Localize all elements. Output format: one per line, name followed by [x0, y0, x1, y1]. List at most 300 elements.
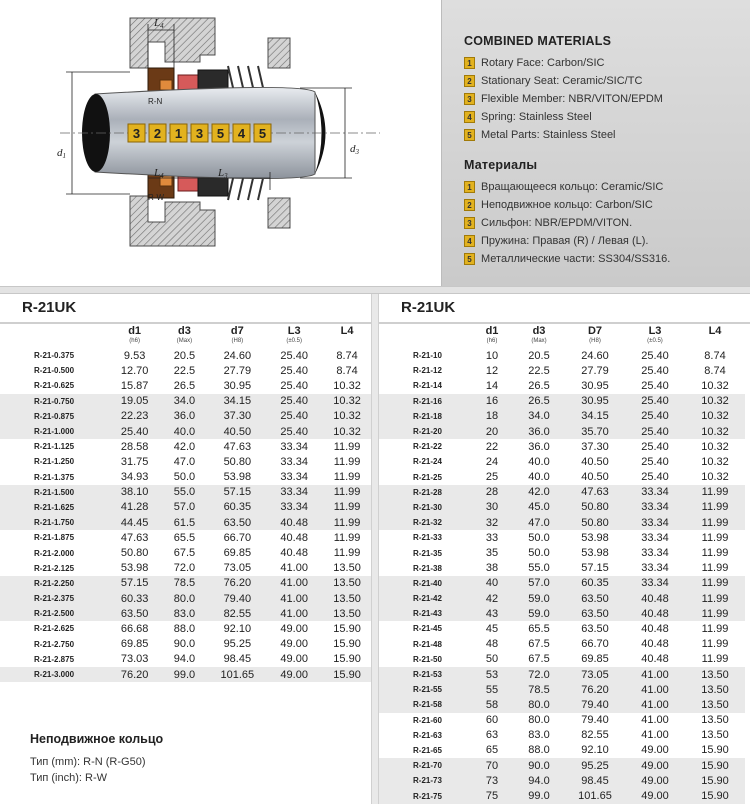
- value-cell: 22.23: [110, 409, 160, 424]
- value-cell: 53.98: [581, 531, 609, 544]
- value-cell: 95.25: [565, 758, 625, 773]
- value-cell: 53.98: [223, 471, 252, 484]
- value-cell: 25.40: [110, 424, 160, 439]
- value-cell: 40.48: [625, 606, 685, 621]
- dim-l3: L3: [218, 167, 228, 180]
- housing-right-top: [268, 38, 290, 68]
- materials-panel: [441, 0, 750, 286]
- value-cell: 58: [471, 697, 513, 712]
- table-row: [0, 409, 371, 424]
- value-cell: 49.00: [280, 653, 308, 666]
- table-row: [0, 439, 371, 454]
- value-cell: 73: [471, 773, 513, 788]
- value-cell: 73.05: [565, 667, 625, 682]
- table-row: [379, 409, 745, 424]
- model-cell: R-21-28: [379, 485, 471, 500]
- value-cell: 33.34: [625, 515, 685, 530]
- column-header-tolerance: (h6): [129, 338, 140, 344]
- value-cell: 14: [485, 379, 499, 392]
- materials-en: [464, 34, 663, 144]
- dim-l4-top: L4: [154, 17, 164, 30]
- value-cell: 67.5: [528, 653, 550, 666]
- value-cell: 83.0: [160, 606, 210, 621]
- model-cell: R-21-0.875: [0, 409, 110, 424]
- value-cell: 11.99: [685, 500, 745, 515]
- number-badge: 4: [464, 235, 475, 247]
- model-cell: R-21-14: [413, 381, 442, 391]
- rw-label: R-W: [148, 193, 164, 202]
- value-cell: 36.0: [513, 424, 565, 439]
- value-cell: 98.45: [565, 773, 625, 788]
- value-cell: 41.00: [265, 591, 323, 606]
- value-cell: 94.0: [173, 653, 196, 666]
- value-cell: 40.48: [280, 531, 308, 544]
- value-cell: 11.99: [701, 622, 729, 635]
- model-cell: R-21-32: [379, 515, 471, 530]
- table-row: [379, 621, 745, 636]
- model-cell: R-21-2.875: [34, 654, 75, 664]
- value-cell: 8.74: [704, 349, 726, 362]
- column-header-tolerance: (Max): [531, 338, 547, 344]
- value-cell: 48: [485, 638, 499, 651]
- value-cell: 25.40: [280, 364, 308, 377]
- table-row: [379, 454, 745, 469]
- column-header: [110, 326, 160, 348]
- part-badge-number: 5: [258, 126, 267, 141]
- value-cell: 53: [471, 667, 513, 682]
- table-row: [379, 439, 745, 454]
- value-cell: 41.00: [265, 576, 323, 591]
- value-cell: 33.34: [280, 455, 308, 468]
- value-cell: 49.00: [625, 758, 685, 773]
- value-cell: 34.0: [160, 394, 210, 409]
- model-cell: R-21-2.500: [0, 606, 110, 621]
- table-row: [379, 667, 745, 682]
- model-cell: R-21-1.750: [0, 515, 110, 530]
- value-cell: 32: [471, 515, 513, 530]
- value-cell: 12: [485, 364, 499, 377]
- value-cell: 31.75: [120, 455, 149, 468]
- value-cell: 40.50: [581, 455, 609, 468]
- value-cell: 13.50: [323, 576, 371, 591]
- number-badge: 2: [464, 75, 475, 87]
- value-cell: 47.0: [173, 455, 196, 468]
- table-row: [0, 621, 371, 636]
- value-cell: 75: [471, 788, 513, 803]
- value-cell: 22: [485, 440, 499, 453]
- value-cell: 13.50: [333, 562, 361, 575]
- value-cell: 33.34: [265, 485, 323, 500]
- column-header-label: d1: [485, 325, 499, 337]
- value-cell: 50.0: [173, 471, 196, 484]
- model-cell: R-21-55: [379, 682, 471, 697]
- value-cell: 41.00: [265, 606, 323, 621]
- material-text: Вращающееся кольцо: Ceramic/SIC: [481, 181, 664, 193]
- value-cell: 60.35: [565, 576, 625, 591]
- value-cell: 25.40: [280, 349, 308, 362]
- table-row: [379, 378, 745, 393]
- value-cell: 49.00: [265, 667, 323, 682]
- materials-en-list: [464, 54, 663, 144]
- model-cell: R-21-0.750: [0, 394, 110, 409]
- number-badge: 4: [464, 111, 475, 123]
- material-item: [464, 250, 670, 268]
- part-badge-number: 1: [174, 126, 183, 141]
- model-cell: R-21-10: [413, 351, 442, 361]
- value-cell: 101.65: [209, 667, 265, 682]
- value-cell: 11.99: [701, 547, 729, 560]
- material-item: [464, 72, 663, 90]
- value-cell: 44.45: [110, 515, 160, 530]
- part-badge-number: 3: [195, 126, 204, 141]
- value-cell: 34.15: [209, 394, 265, 409]
- value-cell: 41.00: [641, 714, 669, 727]
- value-cell: 9.53: [123, 349, 146, 362]
- table-row: [0, 606, 371, 621]
- column-header: [565, 326, 625, 348]
- value-cell: 49.00: [625, 773, 685, 788]
- column-header-tolerance: (±0.5): [647, 338, 663, 344]
- table-title-inch: R-21UK: [22, 299, 77, 316]
- table-row: [379, 576, 745, 591]
- value-cell: 70: [471, 758, 513, 773]
- value-cell: 60.35: [209, 500, 265, 515]
- model-cell: R-21-63: [413, 730, 442, 740]
- column-header: [323, 326, 371, 348]
- model-cell: R-21-2.250: [0, 576, 110, 591]
- value-cell: 55: [471, 682, 513, 697]
- value-cell: 78.5: [160, 576, 210, 591]
- value-cell: 20: [471, 424, 513, 439]
- value-cell: 34.0: [513, 409, 565, 424]
- number-badge: 3: [464, 217, 475, 229]
- value-cell: 43: [471, 606, 513, 621]
- dim-d3: d3: [350, 143, 359, 156]
- model-cell: R-21-42: [379, 591, 471, 606]
- material-item: [464, 126, 663, 144]
- housing-right-bottom: [268, 198, 290, 228]
- model-cell: R-21-22: [413, 442, 442, 452]
- value-cell: 38.10: [110, 485, 160, 500]
- value-cell: 11.99: [701, 562, 729, 575]
- model-cell: R-21-1.375: [34, 472, 75, 482]
- table-row: [0, 591, 371, 606]
- value-cell: 50.80: [565, 515, 625, 530]
- value-cell: 40.0: [160, 424, 210, 439]
- value-cell: 40.0: [528, 455, 550, 468]
- value-cell: 11.99: [701, 638, 729, 651]
- table-row: [379, 561, 745, 576]
- materials-ru-list: [464, 178, 670, 268]
- value-cell: 25.40: [280, 379, 308, 392]
- value-cell: 72.0: [173, 562, 196, 575]
- value-cell: 11.99: [685, 606, 745, 621]
- value-cell: 94.0: [513, 773, 565, 788]
- value-cell: 25.40: [641, 364, 669, 377]
- table-row: [0, 470, 371, 485]
- model-cell: R-21-12: [413, 366, 442, 376]
- table-row: [379, 470, 745, 485]
- column-header-label: d3: [532, 325, 546, 337]
- table-title-separator: [379, 322, 750, 324]
- value-cell: 57.15: [110, 576, 160, 591]
- housing-top: [130, 18, 215, 68]
- value-cell: 76.20: [209, 576, 265, 591]
- material-item: [464, 108, 663, 126]
- value-cell: 15.87: [120, 379, 149, 392]
- model-cell: R-21-48: [413, 639, 442, 649]
- column-header-label: D7: [587, 325, 603, 337]
- model-cell: R-21-2.125: [34, 563, 75, 573]
- value-cell: 42: [471, 591, 513, 606]
- value-cell: 41.00: [280, 562, 308, 575]
- model-cell: R-21-75: [379, 788, 471, 803]
- value-cell: 82.55: [581, 729, 609, 742]
- value-cell: 76.20: [110, 667, 160, 682]
- model-cell: R-21-1.500: [0, 485, 110, 500]
- column-header-tolerance: (Max): [176, 338, 193, 344]
- value-cell: 50.80: [120, 547, 149, 560]
- value-cell: 47.63: [120, 531, 149, 544]
- part-number-badges: [128, 124, 271, 142]
- value-cell: 26.5: [173, 379, 196, 392]
- column-header-label: L3: [648, 325, 662, 337]
- model-cell: R-21-43: [379, 606, 471, 621]
- value-cell: 55.0: [528, 562, 550, 575]
- value-cell: 11.99: [685, 515, 745, 530]
- value-cell: 30.95: [223, 379, 252, 392]
- column-header: [265, 326, 323, 348]
- value-cell: 82.55: [209, 606, 265, 621]
- value-cell: 69.85: [581, 653, 609, 666]
- value-cell: 33.34: [625, 485, 685, 500]
- value-cell: 66.70: [581, 638, 609, 651]
- value-cell: 20.5: [528, 349, 550, 362]
- material-item: [464, 54, 663, 72]
- value-cell: 10.32: [333, 379, 361, 392]
- note-line-inch: Тип (inch): R-W: [30, 772, 107, 784]
- table-row: [0, 500, 371, 515]
- table-row: [379, 363, 745, 378]
- value-cell: 11.99: [701, 653, 729, 666]
- value-cell: 40.48: [641, 653, 669, 666]
- value-cell: 76.20: [565, 682, 625, 697]
- material-text: Металлические части: SS304/SS316.: [481, 253, 671, 265]
- value-cell: 33.34: [641, 562, 669, 575]
- value-cell: 26.5: [513, 394, 565, 409]
- value-cell: 36.0: [160, 409, 210, 424]
- value-cell: 24.60: [581, 349, 609, 362]
- value-cell: 11.99: [333, 455, 361, 468]
- value-cell: 40.48: [280, 547, 308, 560]
- value-cell: 79.40: [581, 714, 609, 727]
- value-cell: 41.00: [625, 682, 685, 697]
- table-title-separator: [0, 322, 371, 324]
- table-row: [0, 485, 371, 500]
- model-cell: R-21-70: [379, 758, 471, 773]
- column-header: [471, 326, 513, 348]
- materials-en-title: COMBINED MATERIALS: [464, 34, 612, 48]
- table-row: [379, 485, 745, 500]
- value-cell: 41.00: [641, 729, 669, 742]
- value-cell: 40: [471, 576, 513, 591]
- value-cell: 10: [485, 349, 499, 362]
- value-cell: 37.30: [209, 409, 265, 424]
- value-cell: 57.0: [513, 576, 565, 591]
- model-cell: R-21-40: [379, 576, 471, 591]
- value-cell: 92.10: [223, 622, 252, 635]
- value-cell: 65.5: [528, 622, 550, 635]
- model-cell: R-21-1.125: [34, 442, 75, 452]
- stationary-ring-note: [30, 732, 163, 788]
- table-row: [0, 378, 371, 393]
- spec-table-mm: [379, 326, 745, 804]
- value-cell: 35.70: [565, 424, 625, 439]
- model-cell: R-21-16: [379, 394, 471, 409]
- value-cell: 8.74: [704, 364, 726, 377]
- dim-l4-bottom: L4: [154, 167, 164, 180]
- model-cell: R-21-50: [413, 654, 442, 664]
- value-cell: 57.0: [160, 500, 210, 515]
- model-cell: R-21-58: [379, 697, 471, 712]
- part-badge: [170, 124, 187, 142]
- note-line-mm: Тип (mm): R-N (R-G50): [30, 756, 146, 768]
- value-cell: 67.5: [173, 547, 196, 560]
- material-text: Неподвижное кольцо: Carbon/SIC: [481, 199, 653, 211]
- value-cell: 15.90: [333, 622, 361, 635]
- value-cell: 49.00: [625, 788, 685, 803]
- value-cell: 10.32: [323, 409, 371, 424]
- table-panel-inch: [0, 294, 372, 804]
- value-cell: 33: [485, 531, 499, 544]
- material-item: [464, 90, 663, 108]
- value-cell: 13.50: [685, 667, 745, 682]
- value-cell: 11.99: [685, 591, 745, 606]
- value-cell: 40.50: [581, 471, 609, 484]
- value-cell: 27.79: [223, 364, 252, 377]
- value-cell: 10.32: [323, 394, 371, 409]
- value-cell: 22.5: [173, 364, 196, 377]
- value-cell: 15.90: [685, 758, 745, 773]
- table-row: [0, 363, 371, 378]
- column-header-label: d7: [230, 325, 244, 337]
- value-cell: 11.99: [333, 531, 361, 544]
- value-cell: 63.50: [110, 606, 160, 621]
- value-cell: 55.0: [160, 485, 210, 500]
- value-cell: 59.0: [513, 606, 565, 621]
- number-badge: 1: [464, 57, 475, 69]
- value-cell: 63.50: [209, 515, 265, 530]
- column-header: [625, 326, 685, 348]
- model-cell: R-21-30: [379, 500, 471, 515]
- table-row: [379, 773, 745, 788]
- model-cell: R-21-1.000: [0, 424, 110, 439]
- table-row: [379, 637, 745, 652]
- value-cell: 33.34: [280, 440, 308, 453]
- table-row: [379, 788, 745, 803]
- value-cell: 90.0: [513, 758, 565, 773]
- value-cell: 88.0: [528, 744, 550, 757]
- value-cell: 50: [485, 653, 499, 666]
- value-cell: 65: [485, 744, 499, 757]
- value-cell: 13.50: [685, 682, 745, 697]
- model-cell: R-21-35: [413, 548, 442, 558]
- value-cell: 28: [471, 485, 513, 500]
- value-cell: 15.90: [333, 638, 361, 651]
- materials-ru-title: Материалы: [464, 158, 538, 172]
- value-cell: 61.5: [160, 515, 210, 530]
- table-row: [379, 652, 745, 667]
- material-text: Пружина: Правая (R) / Левая (L).: [481, 235, 649, 247]
- value-cell: 10.32: [701, 440, 729, 453]
- bellows-top: [198, 70, 228, 90]
- value-cell: 10.32: [701, 455, 729, 468]
- value-cell: 10.32: [685, 424, 745, 439]
- value-cell: 50.80: [565, 500, 625, 515]
- value-cell: 10.32: [323, 424, 371, 439]
- table-row: [0, 424, 371, 439]
- table-row: [379, 682, 745, 697]
- value-cell: 13.50: [323, 606, 371, 621]
- value-cell: 65.5: [173, 531, 196, 544]
- value-cell: 20.5: [173, 349, 196, 362]
- value-cell: 40.50: [209, 424, 265, 439]
- table-row: [379, 424, 745, 439]
- model-cell: R-21-33: [413, 533, 442, 543]
- value-cell: 50.80: [223, 455, 252, 468]
- value-cell: 15.90: [323, 667, 371, 682]
- value-cell: 15.90: [685, 773, 745, 788]
- value-cell: 63.50: [565, 591, 625, 606]
- table-row: [379, 728, 745, 743]
- value-cell: 40.48: [641, 638, 669, 651]
- material-text: Flexible Member: NBR/VITON/EPDM: [481, 93, 663, 105]
- value-cell: 11.99: [685, 485, 745, 500]
- value-cell: 41.00: [625, 667, 685, 682]
- spec-table-inch: [0, 326, 371, 682]
- part-badge: [212, 124, 229, 142]
- value-cell: 15.90: [701, 744, 729, 757]
- model-cell: R-21-20: [379, 424, 471, 439]
- value-cell: 40.0: [528, 471, 550, 484]
- material-item: [464, 232, 670, 250]
- part-badge: [149, 124, 166, 142]
- value-cell: 63.50: [581, 622, 609, 635]
- value-cell: 73.05: [223, 562, 252, 575]
- value-cell: 49.00: [280, 622, 308, 635]
- value-cell: 22.5: [528, 364, 550, 377]
- value-cell: 12.70: [120, 364, 149, 377]
- value-cell: 98.45: [223, 653, 252, 666]
- value-cell: 10.32: [685, 409, 745, 424]
- value-cell: 8.74: [336, 364, 358, 377]
- value-cell: 66.70: [223, 531, 252, 544]
- value-cell: 34.93: [120, 471, 149, 484]
- column-header-tolerance: (h6): [486, 338, 498, 344]
- value-cell: 50.0: [528, 531, 550, 544]
- table-row: [379, 500, 745, 515]
- value-cell: 33.34: [625, 576, 685, 591]
- value-cell: 33.34: [625, 500, 685, 515]
- value-cell: 63.50: [565, 606, 625, 621]
- o-ring-top: [160, 80, 172, 90]
- value-cell: 63: [485, 729, 499, 742]
- table-row: [0, 637, 371, 652]
- part-badge: [233, 124, 250, 142]
- model-cell: R-21-0.500: [34, 366, 75, 376]
- value-cell: 72.0: [513, 667, 565, 682]
- value-cell: 11.99: [333, 547, 361, 560]
